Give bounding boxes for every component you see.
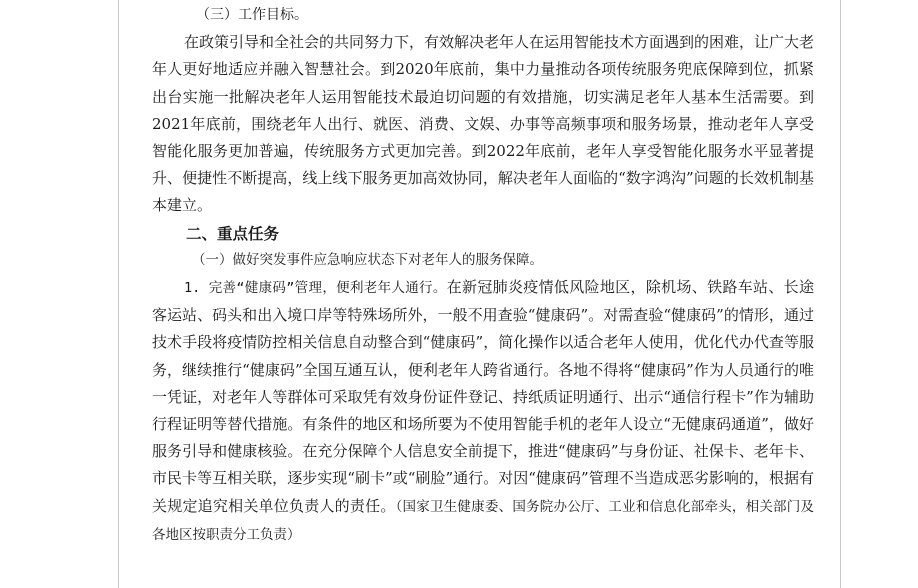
subsection-1-title: （一）做好突发事件应急响应状态下对老年人的服务保障。 xyxy=(192,251,543,268)
section-3-title: （三）工作目标。 xyxy=(196,7,308,23)
item-1-body: 在新冠肺炎疫情低风险地区，除机场、铁路车站、长途客运站、码头和出入境口岸等特殊场所外，一般不用查验“健康码”。对需查验“健康码”的情形，通过技术手段将疫情防控相关信息自动整合到“健康码”，简化操作以适合老年人使用，优化代办代查等服务，继续推行“健康码”全国互通互认，便利老年人跨省通行。各地不得将“健康码”作为人员通行的唯一凭证，对老年人等群体可采取凭有效身份证件登记、持纸质证明通行、出示“通信行程卡”作为辅助行程证明等替代措施。有条件的地区和场所要为不使用智能手机的老年人设立“无健康码通道”，做好服务引导和健康核验。在充分保障个人信息安全前提下，推进“健康码”与身份证、社保卡、老年卡、市民卡等互相关联，逐步实现“刷卡”或“刷脸”通行。对因“健康码”管理不当造成恶劣影响的，根据有关规定追究相关单位负责人的责任。 xyxy=(152,278,814,515)
page-border-right xyxy=(840,0,841,588)
item-1-lead: 1. 完善“健康码”管理，便利老年人通行。 xyxy=(184,280,447,297)
item-1-note: （国家卫生健康委、国务院办公厅、工业和信息化部牵头，相关部门及各地区按职责分工负责） xyxy=(152,498,814,543)
page-border-left xyxy=(118,0,119,588)
document-body xyxy=(152,2,814,549)
item-1-paragraph xyxy=(152,274,814,549)
heading-key-tasks: 二、重点任务 xyxy=(186,223,280,243)
goals-paragraph: 在政策引导和全社会的共同努力下，有效解决老年人在运用智能技术方面遇到的困难，让广大老年人更好地适应并融入智慧社会。到2020年底前，集中力量推动各项传统服务兜底保障到位，抓紧出台实施一批解决老年人运用智能技术最迫切问题的有效措施，切实满足老年人基本生活需要。到2021年底前，围绕老年人出行、就医、消费、文娱、办事等高频事项和服务场景，推动老年人享受智能化服务更加普遍，传统服务方式更加完善。到2022年底前，老年人享受智能化服务水平显著提升、便捷性不断提高，线上线下服务更加高效协同，解决老年人面临的“数字鸿沟”问题的长效机制基本建立。 xyxy=(152,33,815,215)
